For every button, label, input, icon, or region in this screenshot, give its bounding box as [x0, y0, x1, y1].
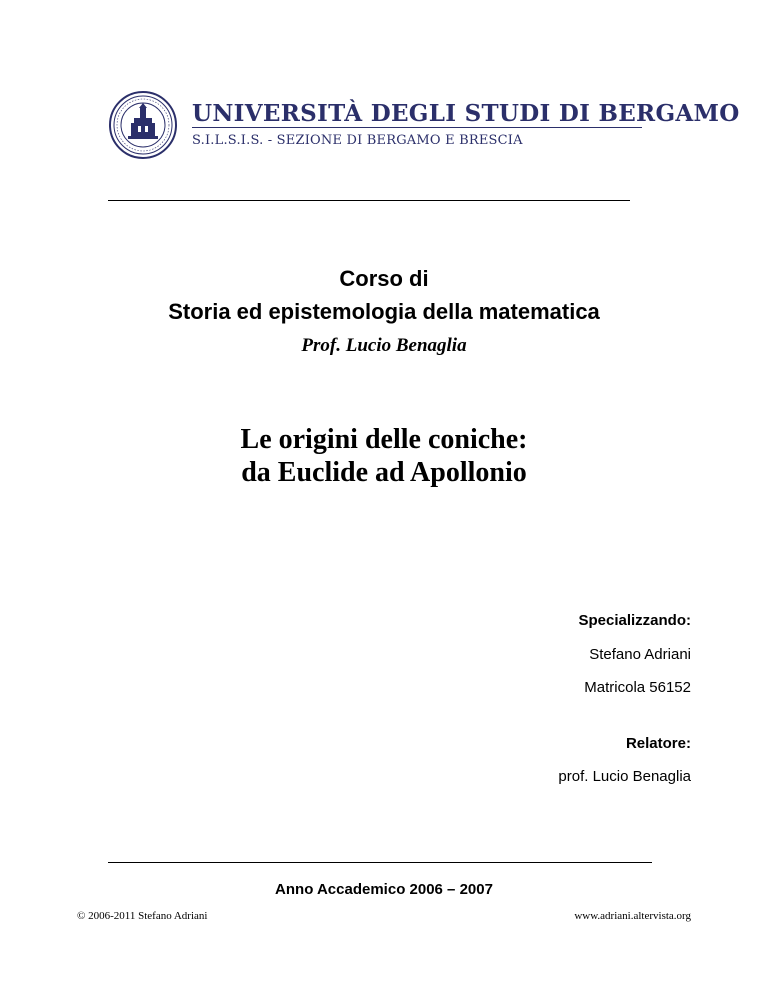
relatore-name: prof. Lucio Benaglia [558, 768, 691, 785]
thesis-title-line2: da Euclide ad Apollonio [241, 457, 527, 488]
university-header [108, 90, 740, 160]
specializzando-label: Specializzando: [578, 612, 691, 629]
footer-website: www.adriani.altervista.org [574, 910, 691, 922]
thesis-title-line1: Le origini delle coniche: [240, 424, 528, 455]
footer-copyright: © 2006-2011 Stefano Adriani [77, 910, 208, 922]
university-name: UNIVERSITÀ DEGLI STUDI DI BERGAMO [192, 100, 740, 127]
academic-year: Anno Accademico 2006 – 2007 [275, 881, 493, 898]
specializzando-matricola: Matricola 56152 [584, 679, 691, 696]
course-professor: Prof. Lucio Benaglia [301, 335, 467, 356]
course-name: Storia ed epistemologia della matematica [168, 299, 600, 324]
specializzando-name: Stefano Adriani [589, 646, 691, 663]
bottom-divider [108, 862, 652, 863]
header-divider [192, 127, 642, 128]
university-seal-icon [108, 90, 178, 160]
university-section: S.I.L.S.I.S. - SEZIONE DI BERGAMO E BRESCIA [192, 133, 523, 148]
course-label: Corso di [339, 266, 429, 291]
top-divider [108, 200, 630, 201]
relatore-label: Relatore: [625, 735, 691, 752]
